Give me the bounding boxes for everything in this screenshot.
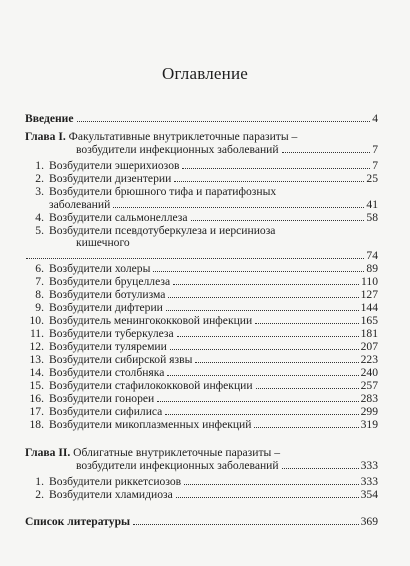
chapter2-heading-line2 (76, 459, 378, 472)
dot-leader (176, 497, 359, 498)
toc-item (26, 172, 378, 185)
item-label: Возбудители бруцеллеза (49, 275, 171, 288)
intro-page: 4 (372, 112, 378, 125)
item-label: Возбудители псевдотуберкулеза и иерсиниоза (49, 224, 276, 237)
item-label: Возбудители дизентерии (49, 172, 172, 185)
item-number: 1. (35, 159, 44, 172)
item-label: Возбудитель менингококковой инфекции (49, 314, 253, 327)
dot-leader (133, 524, 359, 525)
toc-item (26, 327, 378, 340)
item-number: 13. (29, 353, 44, 366)
toc-item (26, 314, 378, 327)
dot-leader (282, 468, 359, 469)
dot-leader (166, 310, 359, 311)
toc-item (26, 366, 378, 379)
toc-item (26, 288, 378, 301)
item-number: 3. (35, 185, 44, 198)
chapter1-title-line2: возбудители инфекционных заболеваний (76, 143, 279, 156)
dot-leader (254, 427, 358, 428)
item-number: 2. (35, 172, 44, 185)
item-number: 1. (35, 475, 44, 488)
item-page: 144 (360, 301, 378, 314)
toc-item (26, 159, 378, 172)
item-number: 7. (35, 275, 44, 288)
item-label: Возбудители дифтерии (49, 301, 163, 314)
dot-leader (174, 181, 364, 182)
toc-item (26, 275, 378, 288)
item-number: 9. (35, 301, 44, 314)
item-label: Возбудители туберкулеза (49, 327, 174, 340)
dot-leader (255, 323, 358, 324)
dot-leader (170, 349, 359, 350)
dot-leader (177, 336, 359, 337)
dot-leader (191, 220, 365, 221)
item-page: 74 (366, 249, 378, 262)
dot-leader (113, 207, 364, 208)
toc-item (26, 418, 378, 431)
dot-leader (256, 388, 359, 389)
chapter2-title-line1: Облигатные внутриклеточные паразиты – (73, 446, 280, 459)
item-number: 4. (35, 211, 44, 224)
item-label: Возбудители брюшного тифа и паратифозных (49, 185, 277, 198)
item-label: Возбудители туляремии (49, 340, 167, 353)
dot-leader (26, 258, 364, 259)
item-page: 181 (360, 327, 378, 340)
page-title: Оглавление (162, 64, 248, 83)
toc-item (26, 340, 378, 353)
chapter1-heading-line2 (76, 143, 378, 156)
item-page: 25 (366, 172, 378, 185)
toc-item-line2 (76, 236, 130, 249)
item-number: 5. (35, 224, 44, 237)
dot-leader (182, 168, 370, 169)
item-number: 10. (29, 314, 44, 327)
toc-item-leader (26, 249, 378, 262)
dot-leader (157, 401, 358, 402)
item-page: 257 (360, 379, 378, 392)
item-page: 89 (366, 262, 378, 275)
item-page: 41 (366, 198, 378, 211)
item-number: 15. (29, 379, 44, 392)
toc-item-line1 (26, 224, 275, 237)
item-label: Возбудители сибирской язвы (49, 353, 193, 366)
toc-item (26, 353, 378, 366)
chapter2-title-line2: возбудители инфекционных заболеваний (76, 459, 279, 472)
item-number: 16. (29, 392, 44, 405)
dot-leader (165, 414, 358, 415)
chapter2-prefix: Глава II. (25, 446, 71, 459)
item-page: 7 (372, 159, 378, 172)
dot-leader (167, 375, 358, 376)
item-label-cont: заболеваний (49, 198, 111, 211)
toc-item (26, 392, 378, 405)
toc-item (26, 475, 378, 488)
dot-leader (195, 362, 358, 363)
item-label: Возбудители стафилококковой инфекции (49, 379, 253, 392)
item-label-cont: кишечного (76, 236, 130, 249)
item-page: 58 (366, 211, 378, 224)
item-label: Возбудители хламидиоза (49, 488, 173, 501)
item-page: 299 (360, 405, 378, 418)
toc-item (26, 379, 378, 392)
item-number: 6. (35, 262, 44, 275)
toc-item (26, 488, 378, 501)
item-label: Возбудители холеры (49, 262, 151, 275)
item-label: Возбудители гонореи (49, 392, 155, 405)
item-page: 223 (360, 353, 378, 366)
item-page: 110 (361, 275, 378, 288)
item-page: 207 (360, 340, 378, 353)
chapter2-heading-line1 (25, 446, 280, 459)
dot-leader (168, 297, 358, 298)
item-number: 18. (29, 418, 44, 431)
item-label: Возбудители ботулизма (49, 288, 166, 301)
chapter1-page: 7 (372, 143, 378, 156)
item-label: Возбудители эшерихиозов (49, 159, 180, 172)
item-label: Возбудители сифилиса (49, 405, 163, 418)
toc-item (26, 211, 378, 224)
toc-item-line2 (49, 198, 378, 211)
dot-leader (153, 271, 364, 272)
toc-item-line1 (26, 185, 276, 198)
item-number: 2. (35, 488, 44, 501)
toc-entry-references (25, 515, 378, 528)
toc-item (26, 262, 378, 275)
item-page: 283 (360, 392, 378, 405)
item-label: Возбудители микоплазменных инфекций (49, 418, 252, 431)
references-page: 369 (360, 515, 378, 528)
dot-leader (184, 484, 359, 485)
item-label: Возбудители риккетсиозов (49, 475, 182, 488)
item-number: 11. (29, 327, 44, 340)
intro-label: Введение (25, 112, 74, 125)
references-label: Список литературы (25, 515, 131, 528)
dot-leader (173, 284, 359, 285)
dot-leader (282, 152, 371, 153)
chapter1-title-line1: Факультативные внутриклеточные паразиты – (68, 130, 298, 143)
item-label: Возбудители столбняка (49, 366, 165, 379)
toc-item (26, 301, 378, 314)
chapter2-page: 333 (360, 459, 378, 472)
toc-item (26, 405, 378, 418)
item-page: 127 (360, 288, 378, 301)
item-page: 165 (360, 314, 378, 327)
dot-leader (77, 121, 371, 122)
item-page: 240 (360, 366, 378, 379)
item-number: 14. (29, 366, 44, 379)
chapter1-prefix: Глава I. (25, 130, 66, 143)
item-number: 12. (29, 340, 44, 353)
item-page: 319 (360, 418, 378, 431)
chapter1-heading-line1 (25, 130, 297, 143)
item-number: 17. (29, 405, 44, 418)
toc-entry-intro (25, 112, 378, 125)
item-page: 333 (360, 475, 378, 488)
item-label: Возбудители сальмонеллеза (49, 211, 188, 224)
item-page: 354 (360, 488, 378, 501)
item-number: 8. (35, 288, 44, 301)
